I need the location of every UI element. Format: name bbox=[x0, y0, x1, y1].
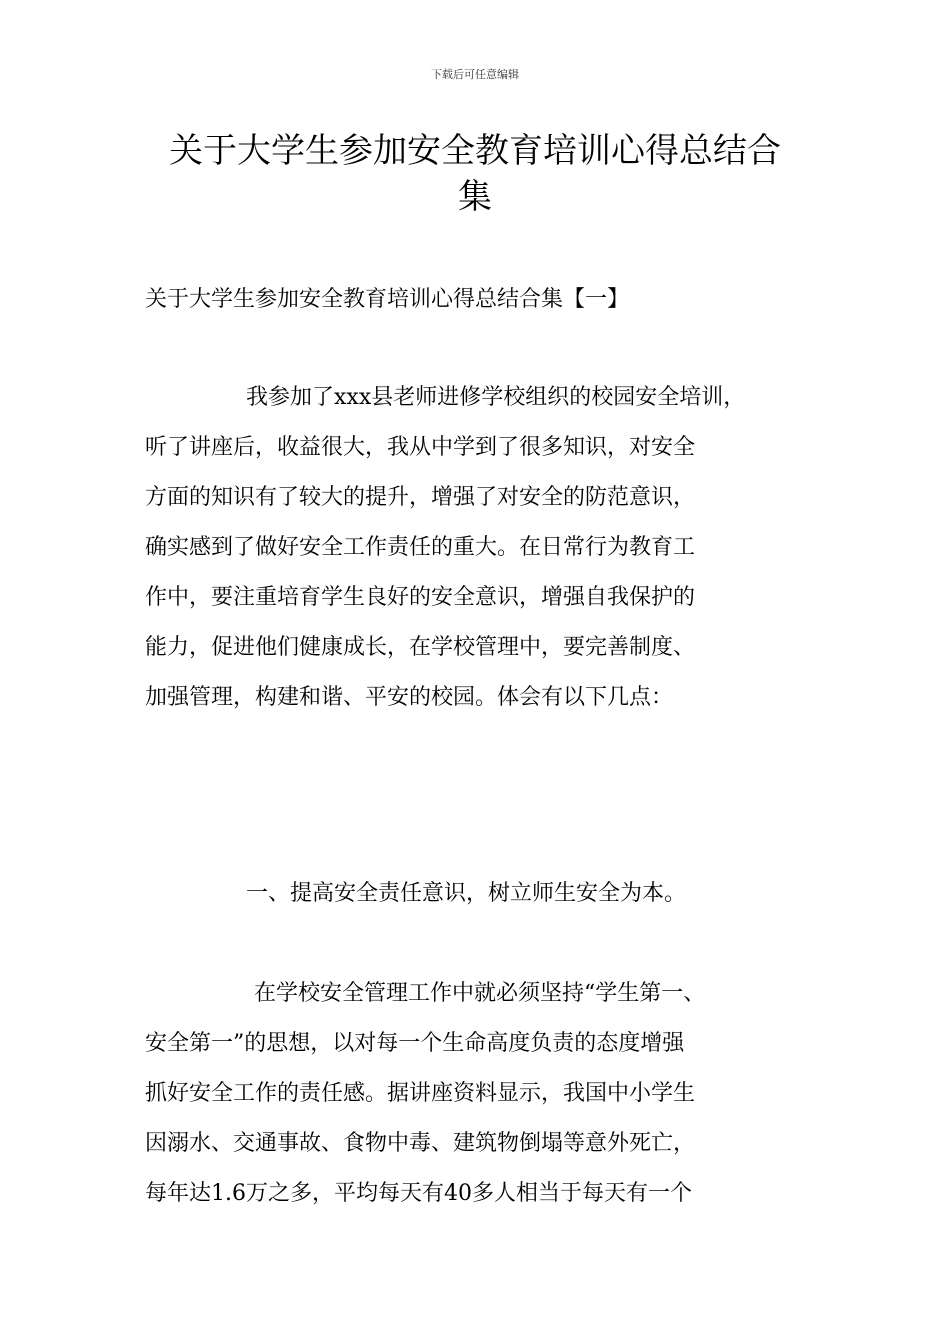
paragraph-line: 我参加了xxx县老师进修学校组织的校园安全培训， bbox=[246, 385, 746, 410]
paragraph-line: 因溺水、交通事故、食物中毒、建筑物倒塌等意外死亡， bbox=[145, 1131, 696, 1156]
paragraph-line: 抓好安全工作的责任感。据讲座资料显示，我国中小学生 bbox=[145, 1081, 696, 1106]
point-heading-1: 一、提高安全责任意识，树立师生安全为本。 bbox=[246, 881, 687, 906]
document-title-line-2: 集 bbox=[458, 177, 492, 217]
paragraph-line: 能力，促进他们健康成长，在学校管理中，要完善制度、 bbox=[145, 635, 696, 660]
section-heading: 关于大学生参加安全教育培训心得总结合集【一】 bbox=[145, 287, 630, 312]
paragraph-line: 加强管理，构建和谐、平安的校园。体会有以下几点： bbox=[145, 685, 674, 710]
paragraph-line: 确实感到了做好安全工作责任的重大。在日常行为教育工 bbox=[145, 535, 696, 560]
paragraph-line: 每年达1.6万之多，平均每天有40多人相当于每天有一个 bbox=[145, 1181, 692, 1206]
paragraph-line: 听了讲座后，收益很大，我从中学到了很多知识，对安全 bbox=[145, 435, 696, 460]
paragraph-line: 作中，要注重培育学生良好的安全意识，增强自我保护的 bbox=[145, 585, 696, 610]
document-title-line-1: 关于大学生参加安全教育培训心得总结合 bbox=[169, 131, 781, 171]
paragraph-line: 在学校安全管理工作中就必须坚持“学生第一、 bbox=[254, 981, 706, 1006]
download-note: 下载后可任意编辑 bbox=[431, 68, 519, 81]
document-title bbox=[145, 128, 805, 220]
paragraph-line: 安全第一”的思想，以对每一个生命高度负责的态度增强 bbox=[145, 1031, 685, 1056]
paragraph-line: 方面的知识有了较大的提升，增强了对安全的防范意识， bbox=[145, 485, 696, 510]
